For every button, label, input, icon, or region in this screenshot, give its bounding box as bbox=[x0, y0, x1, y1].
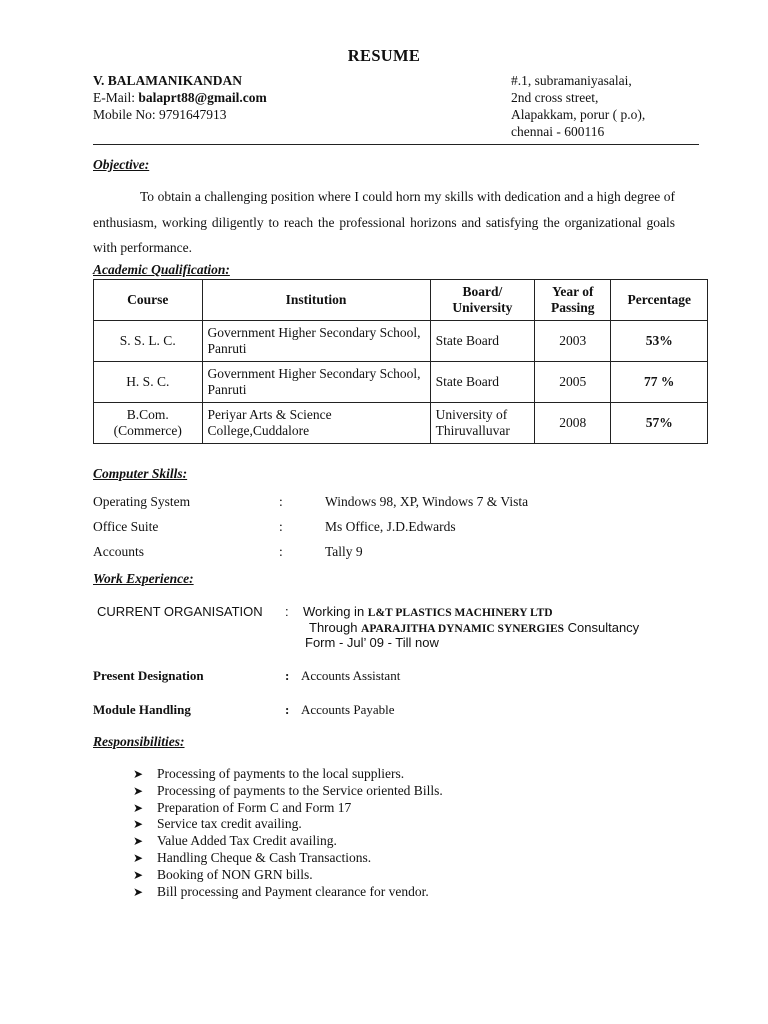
module-value: Accounts Payable bbox=[301, 702, 395, 717]
work-period: Form - Jul’ 09 - Till now bbox=[305, 635, 439, 650]
skill-row bbox=[93, 494, 693, 519]
working-in-text: Working in bbox=[303, 604, 368, 619]
module-label: Module Handling bbox=[93, 702, 191, 717]
designation-value: Accounts Assistant bbox=[301, 668, 401, 683]
arrow-bullet-icon: ➤ bbox=[133, 834, 144, 849]
list-item-text: Preparation of Form C and Form 17 bbox=[157, 799, 352, 815]
cell-course: B.Com. (Commerce) bbox=[94, 403, 203, 444]
module-colon: : bbox=[285, 702, 290, 717]
skill-colon: : bbox=[279, 544, 283, 559]
cell-percentage: 53% bbox=[611, 321, 708, 362]
table-header-row bbox=[94, 280, 708, 321]
header-institution: Institution bbox=[202, 280, 430, 321]
org-colon: : bbox=[285, 604, 289, 619]
arrow-bullet-icon: ➤ bbox=[133, 867, 144, 882]
address-block bbox=[511, 72, 645, 140]
designation-colon: : bbox=[285, 668, 290, 683]
org-label: CURRENT ORGANISATION bbox=[97, 604, 263, 619]
cell-board: State Board bbox=[430, 362, 535, 403]
skill-colon: : bbox=[279, 519, 283, 534]
cell-course: S. S. L. C. bbox=[94, 321, 203, 362]
cell-percentage: 57% bbox=[611, 403, 708, 444]
objective-heading: Objective: bbox=[93, 157, 150, 172]
skill-row bbox=[93, 519, 693, 544]
cell-year: 2008 bbox=[535, 403, 611, 444]
list-item-text: Booking of NON GRN bills. bbox=[157, 866, 313, 882]
cell-course: H. S. C. bbox=[94, 362, 203, 403]
through-text bbox=[309, 620, 639, 635]
skill-value: Ms Office, J.D.Edwards bbox=[325, 519, 456, 534]
cell-board: University of Thiruvalluvar bbox=[430, 403, 535, 444]
mobile-line: Mobile No: 9791647913 bbox=[93, 107, 227, 122]
work-heading: Work Experience: bbox=[93, 571, 194, 586]
org-row bbox=[97, 604, 697, 620]
email-label: E-Mail: bbox=[93, 90, 139, 105]
cell-percentage: 77 % bbox=[611, 362, 708, 403]
list-item bbox=[133, 766, 443, 783]
academic-heading: Academic Qualification: bbox=[93, 262, 230, 277]
skill-label: Operating System bbox=[93, 494, 191, 509]
arrow-bullet-icon: ➤ bbox=[133, 800, 144, 815]
list-item bbox=[133, 816, 443, 833]
arrow-bullet-icon: ➤ bbox=[133, 767, 144, 781]
candidate-name: V. BALAMANIKANDAN bbox=[93, 73, 243, 88]
responsibilities-list bbox=[133, 766, 443, 900]
cell-year: 2005 bbox=[535, 362, 611, 403]
objective-body: To obtain a challenging position where I could horn my skills with dedication and a high degree of enthusiasm, working diligently to reach the professional horizons and satisfying the organizational goals with performance. bbox=[93, 189, 675, 255]
list-item-text: Processing of payments to the Service oriented Bills. bbox=[157, 782, 443, 798]
header-percentage: Percentage bbox=[611, 280, 708, 321]
skills-list bbox=[93, 494, 693, 569]
list-item bbox=[133, 783, 443, 800]
cell-institution: Government Higher Secondary School, Panruti bbox=[202, 362, 430, 403]
arrow-bullet-icon: ➤ bbox=[133, 850, 144, 865]
objective-text bbox=[93, 184, 675, 261]
address-line-4: chennai - 600116 bbox=[511, 124, 605, 139]
list-item-text: Bill processing and Payment clearance for vendor. bbox=[157, 883, 429, 899]
company-name: L&T PLASTICS MACHINERY LTD bbox=[367, 607, 553, 619]
list-item-text: Service tax credit availing. bbox=[157, 816, 302, 832]
period-row bbox=[97, 635, 697, 651]
arrow-bullet-icon: ➤ bbox=[133, 884, 144, 899]
org-text bbox=[303, 604, 553, 619]
email-line bbox=[93, 89, 267, 106]
cell-board: State Board bbox=[430, 321, 535, 362]
contact-block bbox=[93, 72, 267, 123]
list-item bbox=[133, 833, 443, 850]
cell-institution: Government Higher Secondary School, Panruti bbox=[202, 321, 430, 362]
through-label: Through bbox=[309, 619, 362, 635]
skill-label: Accounts bbox=[93, 544, 144, 559]
list-item bbox=[133, 867, 443, 884]
list-item-text: Handling Cheque & Cash Transactions. bbox=[157, 849, 372, 865]
skill-row bbox=[93, 544, 693, 569]
responsibilities-heading: Responsibilities: bbox=[93, 734, 185, 749]
address-line-3: Alapakkam, porur ( p.o), bbox=[511, 107, 646, 122]
list-item bbox=[133, 800, 443, 817]
list-item-text: Value Added Tax Credit availing. bbox=[157, 833, 337, 849]
arrow-bullet-icon: ➤ bbox=[133, 783, 144, 798]
list-item-text: Processing of payments to the local suppliers. bbox=[157, 766, 405, 781]
header-divider bbox=[93, 144, 699, 145]
agency-name: APARAJITHA DYNAMIC SYNERGIES bbox=[361, 622, 565, 635]
skill-value: Tally 9 bbox=[325, 544, 363, 559]
skill-value: Windows 98, XP, Windows 7 & Vista bbox=[325, 494, 529, 509]
work-experience-block bbox=[97, 604, 697, 651]
list-item bbox=[133, 850, 443, 867]
address-line-1: #.1, subramaniyasalai, bbox=[511, 73, 632, 88]
skill-label: Office Suite bbox=[93, 519, 159, 534]
cell-institution: Periyar Arts & Science College,Cuddalore bbox=[202, 403, 430, 444]
header-year: Year of Passing bbox=[535, 280, 611, 321]
email-address: balaprt88@gmail.com bbox=[138, 90, 267, 105]
academic-table bbox=[93, 279, 708, 444]
table-row bbox=[94, 362, 708, 403]
through-row bbox=[97, 620, 697, 636]
header-board: Board/ University bbox=[430, 280, 535, 321]
address-line-2: 2nd cross street, bbox=[511, 90, 599, 105]
header-course: Course bbox=[94, 280, 203, 321]
skills-heading: Computer Skills: bbox=[93, 466, 188, 481]
document-title: RESUME bbox=[347, 46, 421, 65]
cell-year: 2003 bbox=[535, 321, 611, 362]
arrow-bullet-icon: ➤ bbox=[133, 817, 144, 832]
consultancy-text: Consultancy bbox=[564, 619, 640, 635]
skill-colon: : bbox=[279, 494, 283, 509]
table-row bbox=[94, 403, 708, 444]
table-row bbox=[94, 321, 708, 362]
designation-label: Present Designation bbox=[93, 668, 204, 683]
list-item bbox=[133, 884, 443, 901]
